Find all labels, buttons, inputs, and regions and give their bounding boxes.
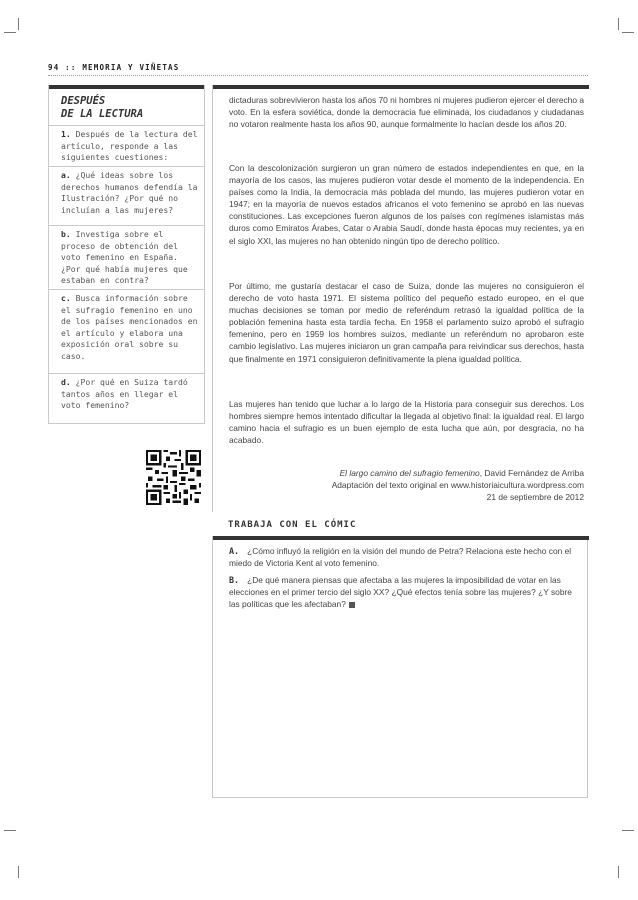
crop-mark <box>622 32 634 33</box>
question-text: ¿Qué ideas sobre los derechos humanos defendía la Ilustración? ¿Por qué no incluían a las mujeres? <box>61 170 198 215</box>
qr-code-icon[interactable] <box>146 450 201 505</box>
source-title: El largo camino del sufragio femenino <box>339 468 480 478</box>
question-label: a. <box>61 170 71 180</box>
crop-mark <box>618 866 619 878</box>
sidebar-question-b <box>49 225 204 289</box>
sidebar-title-line1: DESPUÉS <box>61 95 106 107</box>
sidebar-question-d <box>49 373 204 423</box>
source-date: 21 de septiembre de 2012 <box>486 492 584 503</box>
source-author: , David Fernández de Arriba <box>479 468 584 478</box>
article-paragraph: Por último, me gustaría destacar el caso de Suiza, donde las mujeres no consiguieron el derecho de voto hasta 1971. El sistema político del pequeño estado europeo, en el que muchas decisiones se toman por medio de referéndum retrasó la igualdad política de la población femenina hasta esta tardía fecha. En 1958 el parlamento suizo aprobó el sufragio femenino, pero en 1959 los hombres suizos, mediante un referéndum no aprobaron este cambio legislativo. Las mujeres iniciaron un gran campaña para reivindicar sus derechos, hasta que finalmente en 1971 consiguieron definitivamente la plena igualdad política. <box>229 281 584 364</box>
source-adaptation: Adaptación del texto original en www.historiaicultura.wordpress.com <box>331 480 584 491</box>
intro-number: 1. <box>61 129 71 139</box>
section-title: MEMORIA Y VIÑETAS <box>82 63 180 72</box>
crop-mark <box>622 830 634 831</box>
question-text: Investiga sobre el proceso de obtención del voto femenino en España. ¿Por qué había mujeres que estaban en contra? <box>61 229 188 285</box>
question-label: d. <box>61 377 71 387</box>
question-label: b. <box>61 229 71 239</box>
question-text: ¿Cómo influyó la religión en la visión del mundo de Petra? Relaciona este hecho con el miedo de Victoria Kent al voto femenino. <box>229 546 572 569</box>
article-top-bar <box>213 85 589 89</box>
intro-text: Después de la lectura del artículo, responde a las siguientes cuestiones: <box>61 129 198 162</box>
sidebar-intro <box>49 125 204 166</box>
crop-mark <box>4 32 16 33</box>
question-label: B. <box>229 575 240 585</box>
sidebar-question-c <box>49 289 204 373</box>
crop-mark <box>4 830 16 831</box>
source-line <box>244 467 584 479</box>
sidebar-question-a <box>49 166 204 225</box>
article-paragraph: Las mujeres han tenido que luchar a lo largo de la Historia para conseguir sus derechos. Los hombres siempre hemos intentado dificultar la llegada al objetivo final: la igualdad real. El largo camino hacia el sufragio es un buen ejemplo de esta lucha que aún, por desgracia, no ha acabado. <box>229 399 584 446</box>
comic-questions-box <box>212 536 588 798</box>
crop-mark <box>18 866 19 878</box>
article-source <box>244 467 584 504</box>
comic-question-b <box>229 574 584 611</box>
question-text: Busca información sobre el sufragio femenino en uno de los países mencionados en el artículo y elabora una exposición oral sobre su caso. <box>61 293 198 361</box>
comic-top-bar <box>213 536 589 540</box>
sidebar-title <box>61 95 201 121</box>
header-separator: :: <box>65 63 77 72</box>
sidebar-after-reading <box>48 85 205 424</box>
crop-mark <box>618 18 619 30</box>
end-square-icon <box>349 602 355 608</box>
article-paragraph: Con la descolonización surgieron un gran número de estados independientes en que, en la mayoría de los casos, las mujeres pudieron votar desde el momento de la independencia. En países como la India, la democracia más poblada del mundo, las mujeres pudieron votar en 1947; en la mayoría de nuevos estados africanos el voto femenino se aprobó en las nuevas constituciones. Las excepciones fueron algunos de los países con regímenes islamistas más duros como Emiratos Árabes, Catar o Arabia Saudí, donde hasta épocas muy recientes, ya en el siglo XXI, las mujeres no han obtenido ningún tipo de derecho político. <box>229 163 584 246</box>
comic-heading: TRABAJA CON EL CÓMIC <box>228 520 357 530</box>
question-label: c. <box>61 293 71 303</box>
question-text: ¿De qué manera piensas que afectaba a las mujeres la imposibilidad de votar en las elecciones en el primer tercio del siglo XX? ¿Qué efectos tenía sobre las mujeres? ¿Y sobre las políticas que les afectaban? <box>229 575 572 610</box>
sidebar-title-line2: DE LA LECTURA <box>61 108 144 120</box>
question-text: ¿Por qué en Suiza tardó tantos años en llegar el voto femenino? <box>61 377 188 410</box>
page-number: 94 <box>48 63 60 72</box>
running-header <box>48 63 179 72</box>
comic-question-a <box>229 545 584 569</box>
sidebar-top-bar <box>49 85 204 89</box>
article-column <box>212 85 589 512</box>
header-rule <box>48 75 588 76</box>
article-paragraph: dictaduras sobrevivieron hasta los años 70 ni hombres ni mujeres pudieron ejercer el derecho a voto. En la esfera soviética, donde la democracia fue eliminada, los ciudadanos y ciudadanas no votaron realmente hasta los años 90, aunque formalmente lo hacían desde los años 20. <box>229 95 584 130</box>
question-label: A. <box>229 546 240 556</box>
crop-mark <box>18 18 19 30</box>
